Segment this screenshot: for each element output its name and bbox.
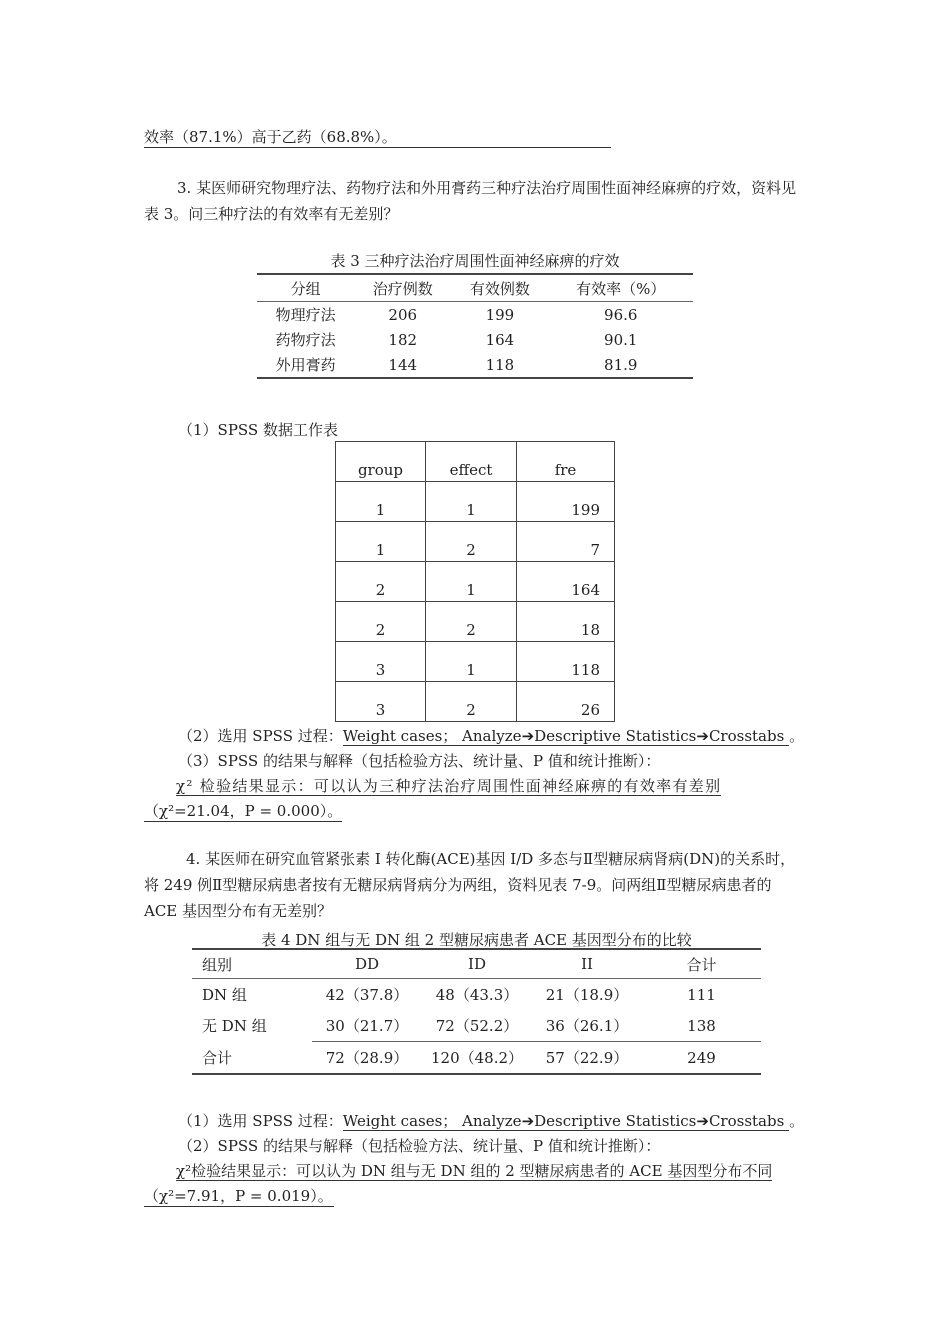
table-row (192, 1042, 761, 1075)
spss-cell: 2 (336, 602, 426, 642)
q3-step2-prefix: （2）选用 SPSS 过程： (178, 727, 343, 745)
table-row (257, 302, 693, 328)
table-row (336, 602, 615, 642)
table-row (257, 352, 693, 378)
table-row (192, 979, 761, 1011)
q3-result-line2 (144, 800, 342, 822)
q3-step2-answer (343, 727, 789, 746)
t3-caption: 表 3 三种疗法治疗周围性面神经麻痹的疗效 (330, 252, 620, 270)
q4-answer-part2: Descriptive Statistics (534, 1112, 697, 1130)
spss-cell: 1 (426, 562, 517, 602)
spss-cell: 1 (336, 482, 426, 522)
arrow-right-icon: ➔ (696, 1112, 709, 1130)
q3-results-table (257, 273, 693, 379)
q4-result-line1 (176, 1160, 772, 1181)
t3-cell: 90.1 (604, 330, 638, 349)
table-row (336, 682, 615, 722)
table-row (192, 1010, 761, 1042)
q4-step1-end: 。 (789, 1112, 805, 1130)
intro-text: 效率（87.1%）高于乙药（68.8%）。 (144, 126, 611, 148)
q3-step1: （1）SPSS 数据工作表 (178, 421, 338, 439)
q4-result-text1: χ²检验结果显示：可以认为 DN 组与无 DN 组的 2 型糖尿病患者的 ACE 基因型分布不同 (176, 1162, 773, 1180)
t4-cell: DN 组 (202, 986, 247, 1004)
spss-cell: 1 (426, 642, 517, 682)
t3-header-cell: 有效例数 (451, 274, 548, 302)
t4-cell: 30（21.7） (325, 1017, 409, 1035)
t3-cell: 182 (388, 330, 418, 349)
arrow-right-icon: ➔ (521, 727, 535, 745)
q3-result-text1: χ² 检验结果显示：可以认为三种疗法治疗周围性面神经麻痹的有效率有差别 (176, 777, 722, 795)
spss-data-table (335, 441, 615, 722)
t3-cell: 118 (485, 355, 515, 374)
spss-header-cell: group (336, 442, 426, 482)
t3-cell: 药物疗法 (275, 331, 336, 349)
spss-header-row (336, 442, 615, 482)
spss-cell: 3 (336, 642, 426, 682)
t4-cell: 111 (687, 985, 716, 1004)
q4-result-line2 (144, 1185, 334, 1207)
spss-cell: 2 (336, 562, 426, 602)
q3-step2 (178, 725, 804, 746)
t4-cell: 48（43.3） (435, 986, 519, 1004)
t3-header-cell: 治疗例数 (354, 274, 451, 302)
table-row (336, 522, 615, 562)
intro-line (144, 126, 611, 148)
t4-cell: 57（22.9） (532, 1042, 642, 1075)
q4-step1-prefix: （1）选用 SPSS 过程： (178, 1112, 343, 1130)
t3-cell: 164 (485, 330, 515, 349)
t4-caption: 表 4 DN 组与无 DN 组 2 型糖尿病患者 ACE 基因型分布的比较 (261, 931, 692, 949)
arrow-right-icon: ➔ (696, 727, 709, 745)
t3-header-cell: 分组 (257, 274, 354, 302)
q3-result-text2: （χ²=21.04，P = 0.000）。 (144, 802, 343, 820)
spss-cell: 3 (336, 682, 426, 722)
spss-cell: 7 (517, 522, 615, 562)
t4-cell: 36（26.1） (545, 1017, 629, 1035)
t3-cell: 206 (388, 305, 418, 324)
table-row (257, 327, 693, 352)
t4-header-cell: ID (422, 949, 532, 979)
q3-answer-part2: Descriptive Statistics (534, 727, 697, 745)
q4-answer-part1: Weight cases； Analyze (342, 1112, 522, 1130)
q3-step2-end: 。 (789, 727, 805, 745)
q3-step3: （3）SPSS 的结果与解释（包括检验方法、统计量、P 值和统计推断）： (178, 752, 661, 770)
t4-cell: 72（28.9） (312, 1042, 422, 1075)
spss-cell: 2 (426, 682, 517, 722)
q3-answer-part1: Weight cases； Analyze (342, 727, 522, 745)
spss-cell: 118 (517, 642, 615, 682)
t4-cell: 无 DN 组 (202, 1017, 267, 1036)
q4-step2: （2）SPSS 的结果与解释（包括检验方法、统计量、P 值和统计推断）： (178, 1137, 661, 1155)
q4-step1-answer (343, 1112, 789, 1131)
table-row (336, 642, 615, 682)
q4-step1 (178, 1110, 804, 1131)
t4-header-cell: DD (312, 949, 422, 979)
t3-header-cell: 有效率（%） (548, 274, 693, 302)
spss-cell: 1 (426, 482, 517, 522)
t4-cell: 249 (642, 1042, 761, 1075)
spss-cell: 164 (517, 562, 615, 602)
t4-cell: 21（18.9） (545, 986, 629, 1004)
t4-cell: 120（48.2） (422, 1042, 532, 1075)
q4-question: 4. 某医师在研究血管紧张素 I 转化酶(ACE)基因 I/D 多态与Ⅱ型糖尿病肾病(DN)的关系时，将 249 例Ⅱ型糖尿病患者按有无糖尿病肾病分为两组，资料见表 7-9。问两组Ⅱ型糖尿病患者的 ACE 基因型分布有无差别？ (144, 850, 796, 920)
t4-cell: 合计 (202, 1048, 233, 1067)
arrow-right-icon: ➔ (521, 1112, 535, 1130)
t3-cell: 物理疗法 (275, 306, 336, 324)
q4-answer-part3: Crosstabs (708, 1112, 785, 1130)
spss-cell: 2 (426, 522, 517, 562)
t4-cell: 72（52.2） (435, 1017, 519, 1035)
q3-question: 3. 某医师研究物理疗法、药物疗法和外用膏药三种疗法治疗周围性面神经麻痹的疗效，资料见表 3。问三种疗法的有效率有无差别？ (144, 179, 797, 223)
spss-cell: 1 (336, 522, 426, 562)
q4-result-text2: （χ²=7.91，P = 0.019）。 (144, 1187, 333, 1205)
t4-header-cell: 组别 (192, 949, 312, 979)
t3-cell: 144 (388, 355, 418, 374)
spss-header-cell: fre (517, 442, 615, 482)
spss-header-cell: effect (426, 442, 517, 482)
table-row (336, 482, 615, 522)
t3-cell: 81.9 (604, 355, 638, 374)
t4-cell: 42（37.8） (325, 986, 409, 1004)
spss-cell: 18 (517, 602, 615, 642)
t3-cell: 199 (485, 305, 515, 324)
table-row (336, 562, 615, 602)
spss-cell: 199 (517, 482, 615, 522)
spss-cell: 2 (426, 602, 517, 642)
t4-header-cell: 合计 (642, 949, 761, 979)
t3-cell: 外用膏药 (275, 356, 336, 374)
spss-cell: 26 (517, 682, 615, 722)
t4-header-cell: II (532, 949, 642, 979)
t4-cell: 138 (687, 1016, 716, 1035)
t3-cell: 96.6 (604, 305, 638, 324)
q4-genotype-table (192, 948, 761, 1075)
q3-result-line1 (176, 775, 798, 796)
q3-answer-part3: Crosstabs (708, 727, 785, 745)
